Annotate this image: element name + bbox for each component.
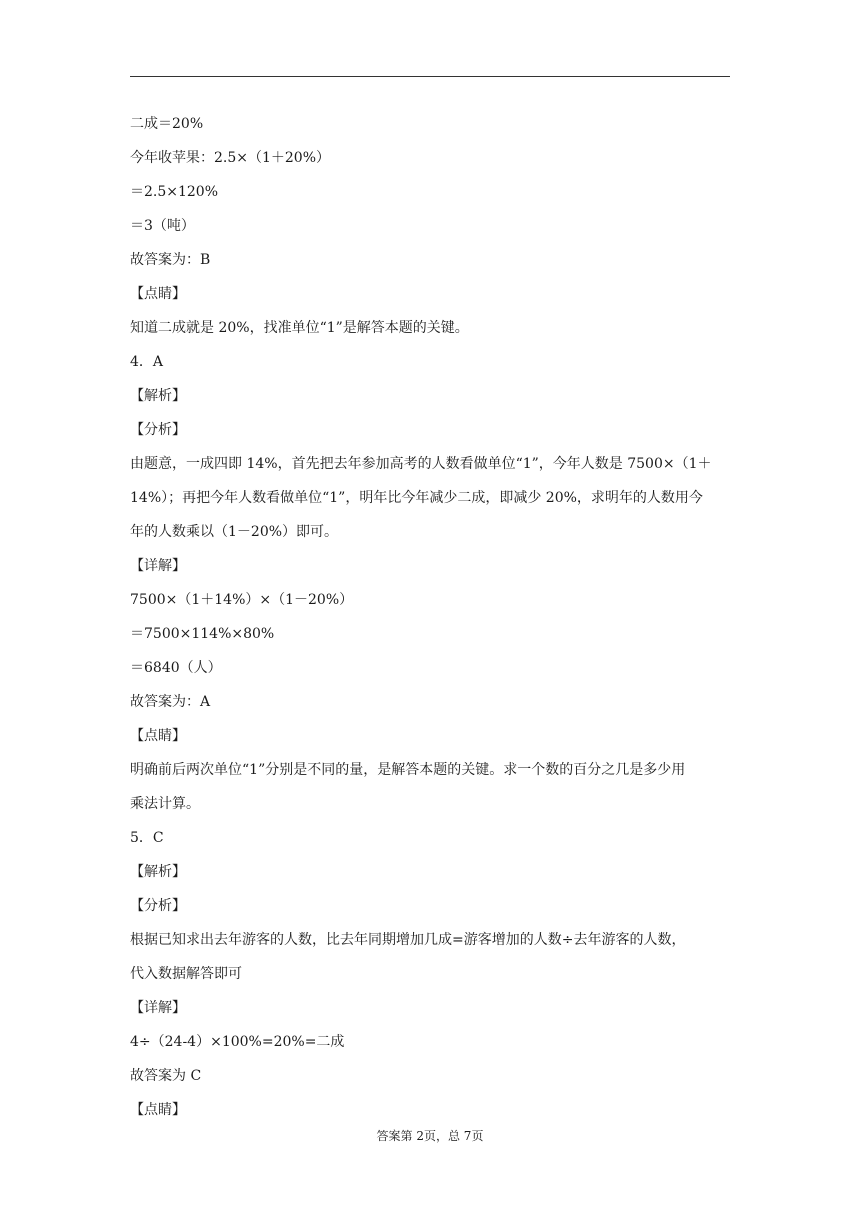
question-number: 5．C: [130, 830, 164, 846]
text-line: 二成＝20%: [130, 116, 204, 132]
text-line: 4÷（24-4）×100%=20%=二成: [130, 1034, 345, 1050]
section-heading: 【详解】: [130, 558, 186, 574]
answer-line: 故答案为：A: [130, 694, 211, 710]
section-heading: 【解析】: [130, 864, 186, 880]
text-line: ＝6840（人）: [130, 660, 222, 676]
section-heading: 【解析】: [130, 388, 186, 404]
section-heading: 【点睛】: [130, 286, 186, 302]
header-rule: [130, 76, 730, 77]
section-heading: 【点睛】: [130, 1102, 186, 1118]
page-footer: 答案第 2页，总 7页: [376, 1129, 484, 1143]
section-heading: 【点睛】: [130, 728, 186, 744]
section-heading: 【分析】: [130, 898, 186, 914]
text-line: ＝3（吨）: [130, 218, 195, 234]
section-heading: 【详解】: [130, 1000, 186, 1016]
text-line: 14%）；再把今年人数看做单位“1”，明年比今年减少二成，即减少 20%，求明年的人数用今: [130, 490, 703, 506]
answer-line: 故答案为：B: [130, 252, 211, 268]
text-line: 今年收苹果：2.5×（1＋20%）: [130, 150, 331, 166]
section-heading: 【分析】: [130, 422, 186, 438]
text-line: 根据已知求出去年游客的人数，比去年同期增加几成=游客增加的人数÷去年游客的人数，: [130, 932, 686, 948]
text-line: 7500×（1＋14%）×（1－20%）: [130, 592, 354, 608]
text-line: ＝7500×114%×80%: [130, 626, 275, 642]
text-line: 乘法计算。: [130, 796, 200, 812]
text-line: 知道二成就是 20%，找准单位“1”是解答本题的关键。: [130, 320, 469, 336]
document-body: [130, 107, 730, 1127]
text-line: 代入数据解答即可: [130, 966, 242, 982]
text-line: 明确前后两次单位“1”分别是不同的量，是解答本题的关键。求一个数的百分之几是多少用: [130, 762, 686, 778]
text-line: 年的人数乘以（1－20%）即可。: [130, 524, 339, 540]
text-line: 由题意，一成四即 14%，首先把去年参加高考的人数看做单位“1”，今年人数是 7500×（1＋: [130, 456, 712, 472]
question-number: 4．A: [130, 354, 164, 370]
answer-line: 故答案为 C: [130, 1068, 202, 1084]
text-line: ＝2.5×120%: [130, 184, 219, 200]
